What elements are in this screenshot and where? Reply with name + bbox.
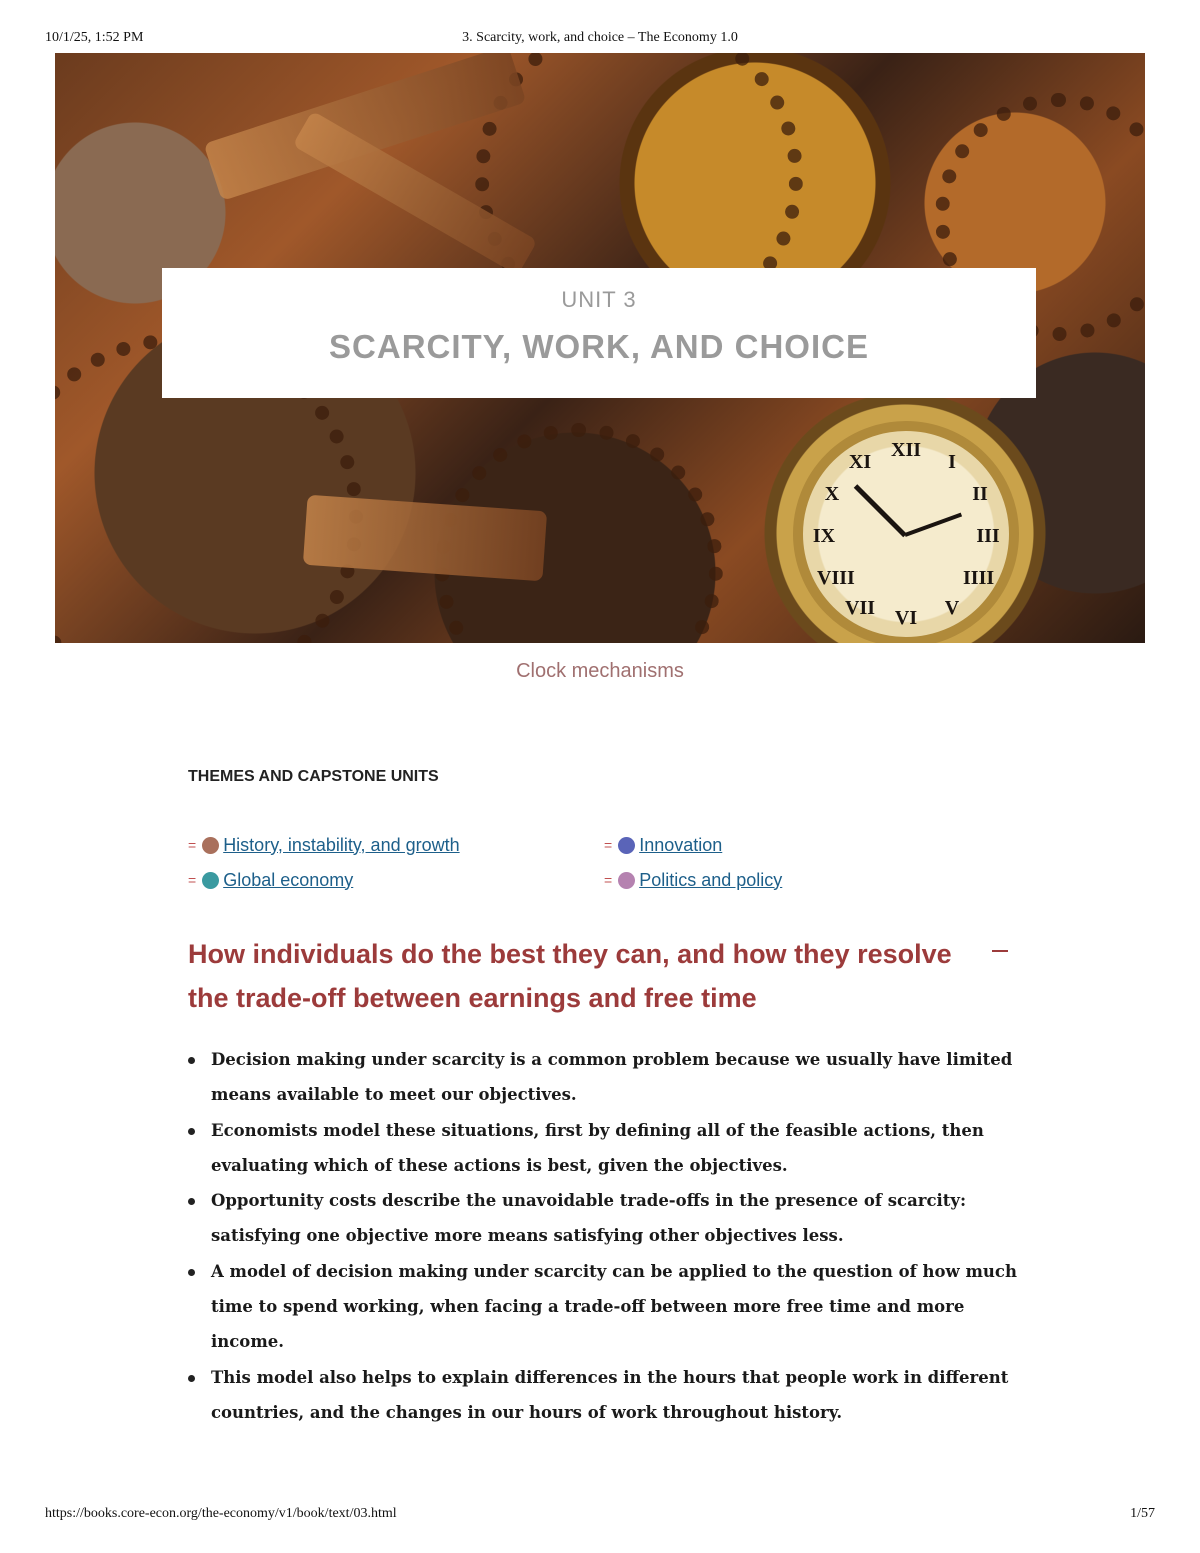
- print-footer: [0, 1506, 1200, 1526]
- clock-numeral: XII: [891, 439, 922, 461]
- section-title: How individuals do the best they can, and how they resolve the trade-off between earnings and free time: [188, 939, 952, 1013]
- clock-face: [793, 421, 1019, 643]
- print-header: [0, 30, 1200, 50]
- theme-marker: =: [188, 872, 197, 888]
- list-item: A model of decision making under scarcity can be applied to the question of how much time to spend working, when facing a trade-off between more free time and more income.: [188, 1254, 1018, 1360]
- theme-link-label: Politics and policy: [639, 869, 783, 890]
- unit-title: SCARCITY, WORK, AND CHOICE: [329, 328, 869, 365]
- themes-heading: THEMES AND CAPSTONE UNITS: [188, 768, 439, 785]
- theme-link-label: History, instability, and growth: [223, 834, 460, 855]
- unit-label: UNIT 3: [561, 287, 637, 312]
- list-item: Economists model these situations, first by defining all of the feasible actions, then evaluating which of these actions is best, given the objectives.: [188, 1113, 1018, 1184]
- clock-numeral: I: [948, 451, 956, 473]
- clock-numeral: V: [944, 597, 960, 619]
- clock-numeral: IX: [812, 525, 836, 547]
- theme-marker: =: [188, 837, 197, 853]
- clock-numeral: III: [976, 525, 1000, 547]
- clock-hand: [854, 484, 907, 537]
- print-url: https://books.core-econ.org/the-economy/v1/book/text/03.html: [45, 1506, 397, 1521]
- print-page-title: 3. Scarcity, work, and choice – The Economy 1.0: [462, 30, 738, 45]
- print-datetime: 10/1/25, 1:52 PM: [45, 30, 144, 45]
- clock-numeral: IIII: [963, 567, 995, 589]
- list-item: This model also helps to explain differences in the hours that people work in different countries, and the changes in our hours of work throughout history.: [188, 1360, 1018, 1431]
- clock-numeral: II: [972, 483, 988, 505]
- clock-numeral: VI: [894, 607, 918, 629]
- clock-numeral: XI: [848, 451, 872, 473]
- image-caption: Clock mechanisms: [516, 660, 684, 682]
- theme-dot-icon: [202, 872, 219, 889]
- theme-dot-icon: [202, 837, 219, 854]
- list-item: Decision making under scarcity is a common problem because we usually have limited means available to meet our objectives.: [188, 1042, 1018, 1113]
- clock-numeral: VIII: [817, 567, 855, 589]
- theme-dot-icon: [618, 872, 635, 889]
- key-points-list: [188, 1042, 1018, 1430]
- clock-numeral: VII: [845, 597, 876, 619]
- theme-link-label: Global economy: [223, 869, 354, 890]
- clock-numeral: X: [824, 483, 840, 505]
- theme-marker: =: [604, 837, 613, 853]
- unit-title-banner: [162, 268, 1036, 398]
- list-item: Opportunity costs describe the unavoidable trade-offs in the presence of scarcity: satisfying one objective more means satisfying other objectives less.: [188, 1183, 1018, 1254]
- theme-marker: =: [604, 872, 613, 888]
- theme-dot-icon: [618, 837, 635, 854]
- clock-hand: [904, 513, 962, 537]
- collapse-toggle-button[interactable]: [990, 940, 1010, 960]
- theme-link-politics[interactable]: [604, 868, 782, 892]
- hero-image-clock-mechanisms: [55, 53, 1145, 643]
- theme-link-history[interactable]: [188, 833, 460, 857]
- theme-link-label: Innovation: [639, 834, 723, 855]
- theme-link-innovation[interactable]: [604, 833, 722, 857]
- theme-link-global-economy[interactable]: [188, 868, 353, 892]
- print-page-number: 1/57: [1130, 1506, 1155, 1521]
